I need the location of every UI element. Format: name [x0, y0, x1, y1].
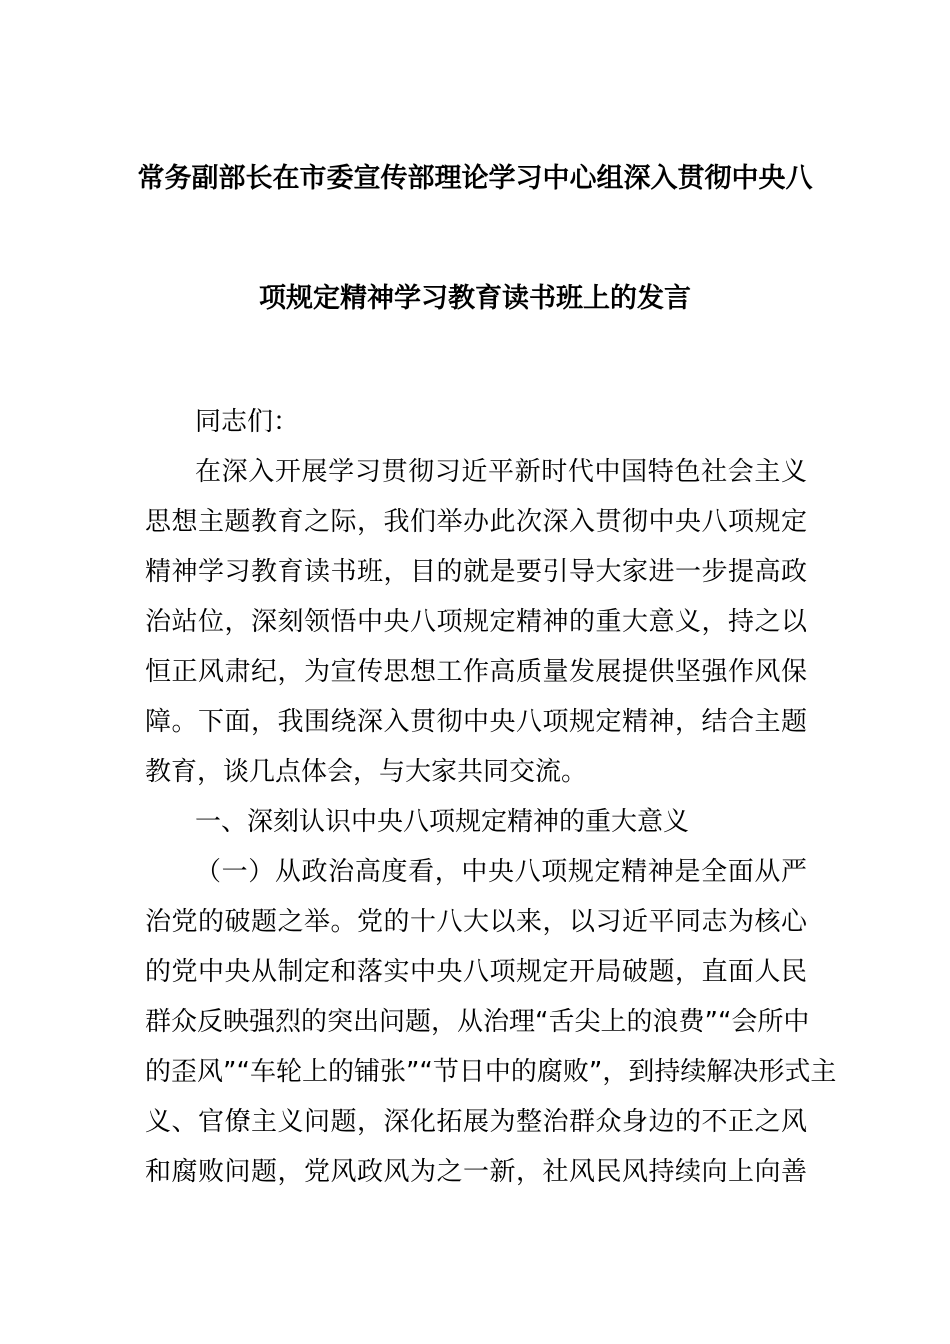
- paragraph-line: 和腐败问题，党风政风为之一新，社风民风持续向上向善: [145, 1157, 807, 1187]
- paragraph-line: 义、官僚主义问题，深化拓展为整治群众身边的不正之风: [145, 1107, 807, 1137]
- paragraph-line: 群众反映强烈的突出问题，从治理“舌尖上的浪费”“会所中: [145, 1007, 810, 1037]
- document-title-line-1: 常务副部长在市委宣传部理论学习中心组深入贯彻中央八: [137, 163, 813, 194]
- paragraph-line: 恒正风肃纪，为宣传思想工作高质量发展提供坚强作风保: [145, 657, 807, 687]
- paragraph-line: 障。下面，我围绕深入贯彻中央八项规定精神，结合主题: [145, 707, 807, 737]
- paragraph-line: 的歪风”“车轮上的铺张”“节日中的腐败”，到持续解决形式主: [145, 1057, 837, 1087]
- paragraph-line: 的党中央从制定和落实中央八项规定开局破题，直面人民: [145, 957, 807, 987]
- salutation: 同志们：: [195, 407, 300, 437]
- paragraph-line: 精神学习教育读书班，目的就是要引导大家进一步提高政: [145, 557, 807, 587]
- section-heading: 一、深刻认识中央八项规定精神的重大意义: [195, 807, 690, 837]
- document-title-line-2: 项规定精神学习教育读书班上的发言: [259, 283, 691, 314]
- paragraph-line: 教育，谈几点体会，与大家共同交流。: [145, 757, 588, 787]
- paragraph-line: （一）从政治高度看，中央八项规定精神是全面从严: [195, 857, 807, 887]
- paragraph-line: 治党的破题之举。党的十八大以来，以习近平同志为核心: [145, 907, 807, 937]
- paragraph-line: 在深入开展学习贯彻习近平新时代中国特色社会主义: [195, 457, 807, 487]
- paragraph-line: 治站位，深刻领悟中央八项规定精神的重大意义，持之以: [145, 607, 807, 637]
- paragraph-line: 思想主题教育之际，我们举办此次深入贯彻中央八项规定: [145, 507, 807, 537]
